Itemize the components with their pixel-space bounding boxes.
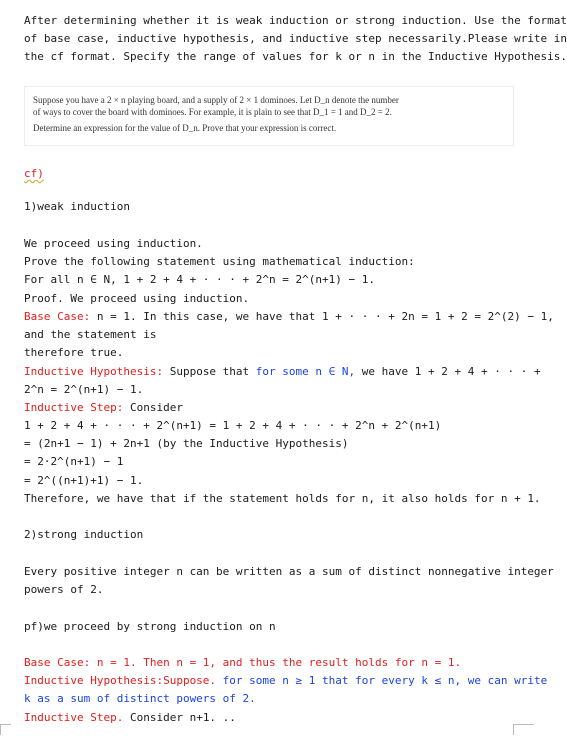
weak-intro: We proceed using induction. [24,237,203,250]
strong-hyp-text-2: k as a sum of distinct powers of 2. [24,692,256,705]
weak-hyp-text-2: 2^n = 2^(n+1) − 1. [24,383,144,396]
weak-hyp-blue: for some n ∈ N, [255,365,356,378]
weak-formula: For all n ∈ N, 1 + 2 + 4 + · · · + 2^n = 2^(n+1) − 1. [24,273,375,286]
weak-eq-1: 1 + 2 + 4 + · · · + 2^(n+1) = 1 + 2 + 4 + · · · + 2^n + 2^(n+1) [24,419,442,432]
weak-proof: Proof. We proceed using induction. [24,292,250,305]
strong-hyp-text: we can write [461,674,548,687]
problem-box [24,86,514,146]
weak-base-text-3: therefore true. [24,346,124,359]
instruction-line-3: the cf format. Specify the range of values for k or n in the Inductive Hypothesis. [24,50,567,63]
weak-hyp-text: we have 1 + 2 + 4 + · · · + [355,365,541,378]
problem-line-1: Suppose you have a 2 × n playing board, and a supply of 2 × 1 dominoes. Let D_n denote the number [33,95,399,105]
weak-heading: 1)weak induction [24,200,130,213]
strong-hyp-label: Inductive Hypothesis:Suppose. [24,674,217,687]
weak-statement: Prove the following statement using mathematical induction: [24,255,415,268]
weak-base-text: n = 1. In this case, we have that 1 + · · · + 2n = 1 + 2 = 2^(2) − 1, [90,310,554,323]
instruction-line-1: After determining whether it is weak induction or strong induction. Use the format [24,14,567,27]
weak-base-line [24,310,554,323]
page-corner-right [513,724,534,735]
weak-step-label: Inductive Step: [24,401,124,414]
weak-base-label: Base Case: [24,310,91,323]
strong-statement: Every positive integer n can be written as a sum of distinct nonnegative integer [24,565,554,578]
strong-base: Base Case: n = 1. Then n = 1, and thus the result holds for n = 1. [24,656,462,669]
strong-pf: pf)we proceed by strong induction on n [24,620,276,633]
strong-heading: 2)strong induction [24,528,144,541]
problem-line-2: of ways to cover the board with dominoes. For example, it is plain to see that D_1 = 1 and D_2 = 2. [33,107,392,117]
weak-eq-3: = 2·2^(n+1) − 1 [24,455,124,468]
instruction-line-2: of base case, inductive hypothesis, and inductive step necessarily.Please write in [24,32,567,45]
strong-step-label: Inductive Step. [24,711,124,724]
weak-eq-2: = (2n+1 − 1) + 2n+1 (by the Inductive Hypothesis) [24,437,349,450]
strong-step-text: Consider n+1. .. [123,711,236,724]
page-corner-left [0,724,11,735]
weak-hyp-mid: Suppose that [163,365,256,378]
weak-hyp-line [24,365,541,378]
strong-statement-2: powers of 2. [24,583,104,596]
problem-line-3: Determine an expression for the value of D_n. Prove that your expression is correct. [33,123,337,133]
strong-hyp-blue: for some n ≥ 1 that for every k ≤ n, [216,674,462,687]
weak-conclusion: Therefore, we have that if the statement holds for n, it also holds for n + 1. [24,492,541,505]
weak-step-line [24,401,183,414]
cf-label: cf) [24,167,44,180]
strong-hyp-line [24,674,547,687]
strong-step-line [24,711,236,724]
weak-step-text: Consider [123,401,183,414]
weak-hyp-label: Inductive Hypothesis: [24,365,164,378]
weak-base-text-2: and the statement is [24,328,157,341]
weak-eq-4: = 2^((n+1)+1) − 1. [24,474,144,487]
